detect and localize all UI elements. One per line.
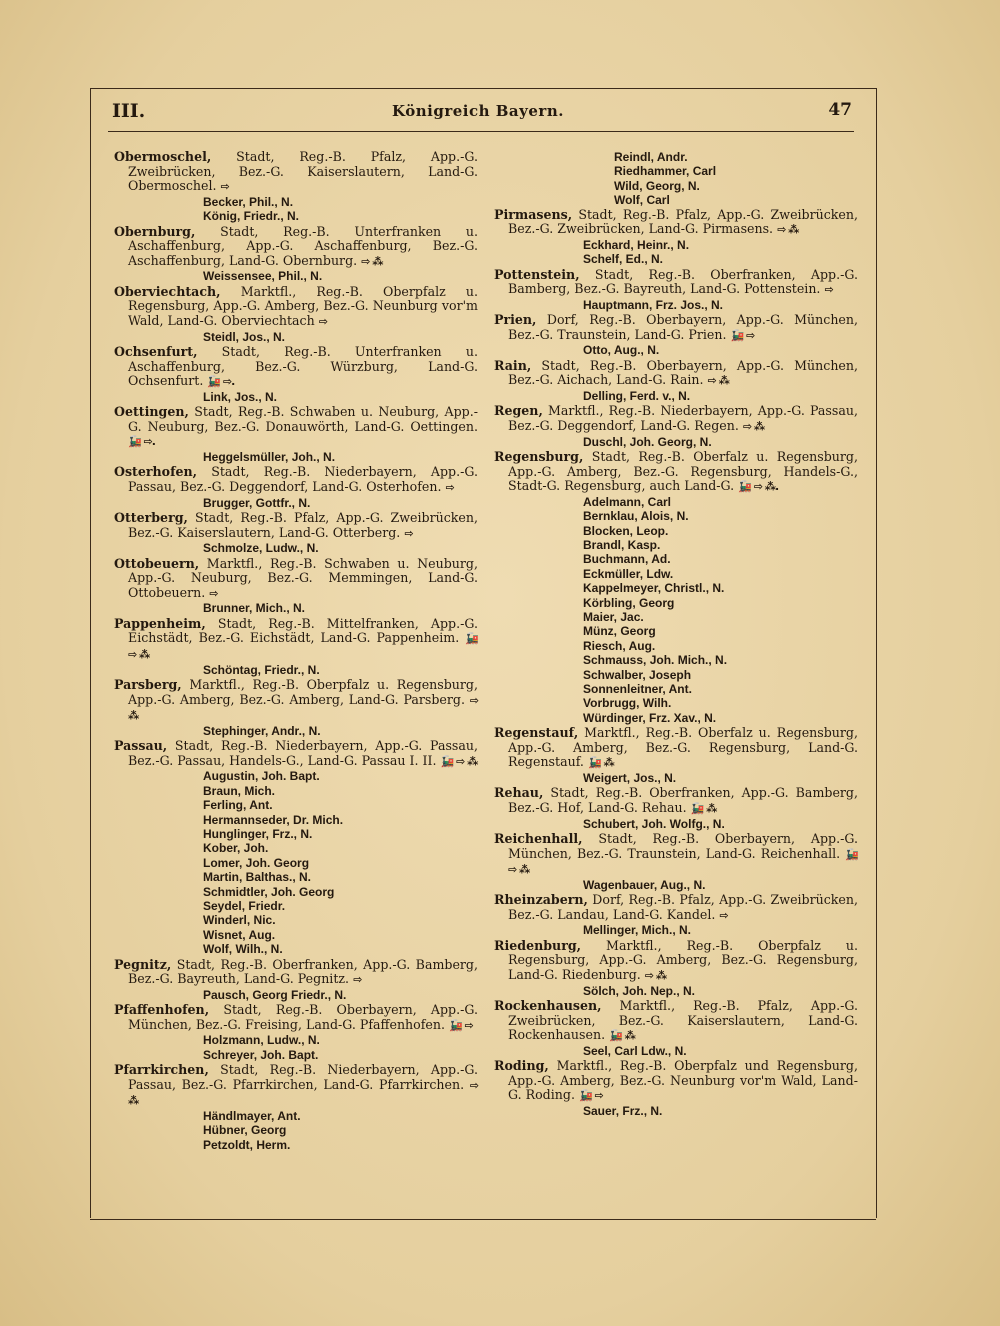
member-list	[494, 1044, 858, 1058]
place-name: Pfarrkirchen,	[114, 1062, 209, 1078]
place-name: Reichenhall,	[494, 831, 583, 847]
place-details: Stadt, Reg.-B. Oberfranken, App.-G. Bamberg, Bez.-G. Bayreuth, Land-G. Pottenstein.	[508, 266, 858, 297]
place-name: Roding,	[494, 1058, 549, 1074]
place-details: Dorf, Reg.-B. Pfalz, App.-G. Zweibrücken, Bez.-G. Landau, Land-G. Kandel.	[508, 892, 858, 922]
place-description	[494, 268, 858, 298]
member-list	[114, 269, 478, 283]
place-entry	[114, 225, 478, 284]
member-name: Schreyer, Joh. Bapt.	[203, 1047, 319, 1062]
member-name: Pausch, Georg Friedr., N.	[203, 987, 347, 1002]
place-entry	[494, 999, 858, 1058]
place-details: Marktfl., Reg.-B. Oberpfalz u. Regensburg, App.-G. Amberg, Bez.-G. Amberg, Land-G. Parsberg.	[128, 676, 478, 707]
place-details: Marktfl., Reg.-B. Schwaben u. Neuburg, App.-G. Neuburg, Bez.-G. Memmingen, Land-G. Ottobeuern.	[128, 555, 478, 600]
place-name: Obernburg,	[114, 223, 196, 239]
facility-symbols: ⇨ ⁂	[361, 254, 383, 268]
place-name: Parsberg,	[114, 676, 182, 692]
facility-symbols: 🚂 ⇨	[449, 1018, 473, 1032]
place-description	[114, 225, 478, 270]
member-list	[114, 1033, 478, 1062]
facility-symbols: ⇨	[404, 526, 413, 540]
member-name: Blocken, Leop.	[583, 523, 669, 538]
place-name: Ottobeuern,	[114, 555, 200, 571]
place-description	[494, 359, 858, 389]
place-entry	[494, 1059, 858, 1118]
place-description	[494, 832, 858, 878]
place-entry	[114, 511, 478, 556]
place-description	[494, 1059, 858, 1104]
member-name: Wagenbauer, Aug., N.	[583, 877, 706, 892]
member-name: Händlmayer, Ant.	[203, 1108, 301, 1123]
member-list	[494, 771, 858, 785]
member-list	[494, 984, 858, 998]
member-name: Schmidtler, Joh. Georg	[203, 884, 335, 899]
member-name: Schelf, Ed., N.	[583, 252, 664, 267]
member-name: Sonnenleitner, Ant.	[583, 682, 692, 697]
facility-symbols: ⇨ ⁂	[777, 223, 799, 237]
member-list	[114, 769, 478, 956]
member-list	[494, 1104, 858, 1118]
member-list	[114, 601, 478, 615]
place-description	[114, 405, 478, 450]
member-name: Stephinger, Andr., N.	[203, 723, 321, 738]
place-details: Stadt, Reg.-B. Niederbayern, App.-G. Passau, Bez.-G. Passau, Handels-G., Land-G. Passau I. II.	[128, 738, 478, 768]
facility-symbols: 🚂 ⇨ ⁂	[128, 632, 478, 661]
facility-symbols: ⇨	[318, 314, 327, 328]
place-entry	[114, 405, 478, 464]
place-details: Stadt, Reg.-B. Pfalz, App.-G. Zweibrücken, Bez.-G. Zweibrücken, Land-G. Pirmasens.	[508, 206, 858, 237]
member-name: Martin, Balthas., N.	[203, 870, 312, 885]
facility-symbols: 🚂 ⇨ ⁂	[440, 754, 478, 768]
facility-symbols: 🚂 ⇨.	[207, 375, 235, 389]
place-entry	[494, 832, 858, 892]
place-description	[114, 1063, 478, 1109]
header-rule	[108, 131, 854, 132]
member-list	[494, 878, 858, 892]
place-details: Dorf, Reg.-B. Oberbayern, App.-G. München, Bez.-G. Traunstein, Land-G. Prien.	[508, 312, 858, 342]
place-name: Rehau,	[494, 785, 544, 801]
member-list	[494, 495, 858, 726]
member-name: Bernklau, Alois, N.	[583, 509, 689, 524]
place-entry	[114, 150, 478, 224]
place-name: Oberviechtach,	[114, 283, 221, 299]
place-description	[494, 726, 858, 771]
place-entry	[114, 617, 478, 677]
member-list	[114, 1109, 478, 1152]
member-name: Seel, Carl Ldw., N.	[583, 1043, 687, 1058]
member-list	[114, 450, 478, 464]
member-name: Reindl, Andr.	[614, 150, 688, 164]
left-column	[114, 150, 478, 1153]
facility-symbols: ⇨	[445, 480, 454, 494]
place-name: Rheinzabern,	[494, 892, 588, 908]
member-list	[114, 330, 478, 344]
facility-symbols: ⇨ ⁂	[707, 374, 729, 388]
place-entry	[494, 939, 858, 998]
member-name: Riesch, Aug.	[583, 638, 656, 653]
place-name: Pirmasens,	[494, 206, 573, 222]
member-name: Würdinger, Frz. Xav., N.	[583, 710, 717, 725]
member-name: Becker, Phil., N.	[203, 194, 294, 209]
member-list	[114, 496, 478, 510]
place-description	[114, 345, 478, 390]
place-details: Stadt, Reg.-B. Oberfranken, App.-G. Bamberg, Bez.-G. Hof, Land-G. Rehau.	[508, 785, 858, 816]
place-entry	[494, 313, 858, 358]
facility-symbols: 🚂 ⇨	[730, 328, 755, 342]
member-name: Münz, Georg	[583, 624, 656, 639]
member-name: Winderl, Nic.	[203, 913, 276, 928]
place-description	[494, 313, 858, 343]
right-column	[494, 150, 858, 1119]
facility-symbols: 🚂 ⇨.	[128, 435, 155, 449]
place-description	[114, 511, 478, 541]
member-list	[494, 389, 858, 403]
member-list	[494, 923, 858, 937]
section-number: III.	[112, 100, 146, 122]
place-details: Marktfl., Reg.-B. Oberpfalz u. Regensburg, App.-G. Amberg, Bez.-G. Neunburg vor'm Wald, Land-G. Oberviechtach	[128, 283, 478, 328]
page-title: Königreich Bayern.	[392, 102, 564, 120]
member-name: Weissensee, Phil., N.	[203, 269, 323, 284]
place-details: Stadt, Reg.-B. Oberbayern, App.-G. München, Bez.-G. Traunstein, Land-G. Reichenhall.	[508, 831, 858, 861]
place-entry	[114, 958, 478, 1003]
place-description	[114, 739, 478, 769]
place-name: Pfaffenhofen,	[114, 1002, 210, 1018]
member-name: Schmauss, Joh. Mich., N.	[583, 653, 728, 668]
place-description	[494, 450, 858, 495]
place-name: Pottenstein,	[494, 266, 580, 282]
place-details: Stadt, Reg.-B. Oberbayern, App.-G. München, Bez.-G. Aichach, Land-G. Rain.	[508, 357, 858, 388]
place-details: Marktfl., Reg.-B. Oberpfalz und Regensburg, App.-G. Amberg, Bez.-G. Neunburg vor'm Wald, Land-G. Roding.	[508, 1058, 858, 1103]
member-name: Steidl, Jos., N.	[203, 329, 286, 344]
place-entry	[114, 1063, 478, 1152]
place-entry	[494, 268, 858, 313]
member-name: Seydel, Friedr.	[203, 898, 286, 913]
member-name: Augustin, Joh. Bapt.	[203, 769, 320, 784]
continuation-names	[494, 150, 858, 208]
facility-symbols: ⇨	[824, 283, 833, 297]
member-name: Petzoldt, Herm.	[203, 1137, 291, 1152]
member-name: Weigert, Jos., N.	[583, 771, 677, 786]
member-name: Schwalber, Joseph	[583, 667, 692, 682]
place-details: Stadt, Reg.-B. Oberfalz u. Regensburg, App.-G. Amberg, Bez.-G. Regensburg, Handels-G., Stadt-G. Regensburg, auch Land-G.	[508, 449, 859, 494]
member-list	[494, 238, 858, 267]
place-details: Stadt, Reg.-B. Pfalz, App.-G. Zweibrücken, Bez.-G. Kaiserslautern, Land-G. Obermoschel.	[128, 149, 478, 194]
place-details: Marktfl., Reg.-B. Pfalz, App.-G. Zweibrücken, Bez.-G. Kaiserslautern, Land-G. Rockenhausen.	[508, 998, 858, 1043]
member-name: Wild, Georg, N.	[614, 178, 700, 193]
place-details: Stadt, Reg.-B. Pfalz, App.-G. Zweibrücken, Bez.-G. Kaiserslautern, Land-G. Otterberg.	[128, 509, 478, 540]
member-name: Brandl, Kasp.	[583, 538, 661, 552]
place-description	[114, 557, 478, 602]
facility-symbols: 🚂 ⁂	[587, 756, 614, 770]
place-description	[114, 465, 478, 495]
member-name: Schöntag, Friedr., N.	[203, 662, 320, 677]
place-entry	[494, 893, 858, 938]
facility-symbols: ⇨ ⁂	[128, 1078, 478, 1108]
facility-symbols: ⇨	[719, 908, 728, 922]
member-list	[114, 988, 478, 1002]
member-name: Holzmann, Ludw., N.	[203, 1033, 320, 1048]
member-name: Mellinger, Mich., N.	[583, 923, 692, 938]
place-name: Osterhofen,	[114, 464, 198, 480]
place-name: Rockenhausen,	[494, 998, 602, 1014]
member-name: Körbling, Georg	[583, 595, 675, 610]
place-description	[494, 939, 858, 984]
member-name: Eckhard, Heinr., N.	[583, 237, 690, 252]
facility-symbols: 🚂 ⇨ ⁂.	[738, 480, 779, 494]
place-name: Otterberg,	[114, 509, 188, 525]
place-details: Stadt, Reg.-B. Mittelfranken, App.-G. Eichstädt, Bez.-G. Eichstädt, Land-G. Pappenheim.	[128, 615, 478, 646]
place-description	[494, 786, 858, 816]
place-entry	[114, 465, 478, 510]
member-name: Kober, Joh.	[203, 841, 269, 856]
facility-symbols: ⇨	[209, 586, 218, 600]
member-list	[494, 817, 858, 831]
place-entry	[114, 285, 478, 344]
member-name: Sauer, Frz., N.	[583, 1104, 663, 1118]
member-name: Duschl, Joh. Georg, N.	[583, 434, 712, 449]
member-name: Wolf, Wilh., N.	[203, 942, 283, 957]
member-name: Lomer, Joh. Georg	[203, 855, 310, 870]
place-name: Riedenburg,	[494, 937, 582, 953]
place-entry	[494, 359, 858, 404]
place-entry	[494, 404, 858, 449]
place-name: Rain,	[494, 357, 532, 373]
place-entry	[114, 345, 478, 404]
facility-symbols: 🚂 ⁂	[609, 1029, 635, 1043]
place-description	[494, 404, 858, 434]
facility-symbols: 🚂 ⇨ ⁂	[508, 847, 858, 877]
member-name: Braun, Mich.	[203, 783, 276, 798]
facility-symbols: ⇨ ⁂	[644, 969, 667, 983]
place-name: Oettingen,	[114, 404, 189, 420]
member-list	[114, 390, 478, 404]
member-name: Link, Jos., N.	[203, 389, 278, 404]
member-name: Schubert, Joh. Wolfg., N.	[583, 816, 725, 831]
member-name: Maier, Jac.	[583, 610, 644, 625]
member-list	[494, 343, 858, 357]
frame-left-rule	[90, 88, 91, 1218]
member-name: Brugger, Gottfr., N.	[203, 495, 311, 510]
member-name: Heggelsmüller, Joh., N.	[203, 449, 336, 464]
place-entry	[494, 450, 858, 725]
member-list	[114, 541, 478, 555]
member-name: Brunner, Mich., N.	[203, 601, 306, 616]
place-entry	[114, 739, 478, 956]
place-name: Pegnitz,	[114, 956, 172, 972]
member-list	[494, 435, 858, 449]
place-entry	[114, 678, 478, 738]
member-name: Hauptmann, Frz. Jos., N.	[583, 297, 724, 312]
place-details: Marktfl., Reg.-B. Niederbayern, App.-G. Passau, Bez.-G. Deggendorf, Land-G. Regen.	[508, 403, 858, 433]
facility-symbols: ⇨	[220, 180, 229, 194]
place-description	[114, 617, 478, 663]
place-description	[114, 150, 478, 195]
place-details: Stadt, Reg.-B. Schwaben u. Neuburg, App.-G. Neuburg, Bez.-G. Donauwörth, Land-G. Oettingen.	[128, 404, 478, 434]
place-details: Stadt, Reg.-B. Oberfranken, App.-G. Bamberg, Bez.-G. Bayreuth, Land-G. Pegnitz.	[128, 956, 478, 987]
page-number: 47	[828, 100, 852, 120]
place-details: Marktfl., Reg.-B. Oberpfalz u. Regensburg, App.-G. Amberg, Bez.-G. Regensburg, Land-G. Riedenburg.	[508, 937, 858, 983]
member-name: Kappelmeyer, Christl., N.	[583, 581, 725, 596]
place-description	[494, 208, 858, 238]
place-description	[114, 678, 478, 724]
place-details: Stadt, Reg.-B. Unterfranken u. Aschaffenburg, Bez.-G. Würzburg, Land-G. Ochsenfurt.	[128, 343, 478, 389]
place-description	[494, 999, 858, 1044]
member-list	[114, 195, 478, 224]
member-name: Ferling, Ant.	[203, 798, 273, 813]
member-name: Riedhammer, Carl	[614, 164, 717, 179]
facility-symbols: ⇨ ⁂	[128, 693, 478, 723]
place-entry	[494, 726, 858, 785]
place-name: Pappenheim,	[114, 615, 206, 631]
place-name: Regensburg,	[494, 449, 584, 464]
member-name: Otto, Aug., N.	[583, 343, 660, 358]
member-name: Eckmüller, Ldw.	[583, 566, 674, 581]
member-list	[494, 298, 858, 312]
place-name: Ochsenfurt,	[114, 343, 198, 359]
member-name: Delling, Ferd. v., N.	[583, 389, 691, 403]
member-name: Sölch, Joh. Nep., N.	[583, 983, 696, 998]
place-name: Obermoschel,	[114, 149, 212, 164]
page-header	[104, 100, 852, 124]
member-name: Hübner, Georg	[203, 1123, 287, 1138]
place-details: Stadt, Reg.-B. Unterfranken u. Aschaffenburg, App.-G. Aschaffenburg, Bez.-G. Aschaffenburg, Land-G. Obernburg.	[128, 223, 478, 268]
place-name: Regen,	[494, 403, 543, 419]
member-name: Adelmann, Carl	[583, 494, 672, 509]
member-name: Buchmann, Ad.	[583, 552, 671, 567]
facility-symbols: ⇨ ⁂	[742, 420, 765, 433]
member-name: Vorbrugg, Wilh.	[583, 696, 672, 711]
frame-right-rule	[876, 88, 877, 1218]
place-details: Stadt, Reg.-B. Niederbayern, App.-G. Passau, Bez.-G. Pfarrkirchen, Land-G. Pfarrkirchen.	[128, 1062, 478, 1092]
member-name: Schmolze, Ludw., N.	[203, 541, 319, 556]
place-details: Marktfl., Reg.-B. Oberfalz u. Regensburg, App.-G. Amberg, Bez.-G. Regensburg, Land-G. Regenstauf.	[508, 725, 858, 770]
place-description	[114, 958, 478, 988]
member-name: Wolf, Carl	[614, 193, 670, 208]
place-name: Passau,	[114, 738, 168, 754]
place-details: Stadt, Reg.-B. Niederbayern, App.-G. Passau, Bez.-G. Deggendorf, Land-G. Osterhofen.	[128, 464, 478, 494]
place-description	[114, 1003, 478, 1033]
facility-symbols: ⇨	[353, 973, 362, 987]
place-entry	[114, 1003, 478, 1062]
place-entry	[494, 786, 858, 831]
member-name: Hermannseder, Dr. Mich.	[203, 812, 344, 827]
member-name: Hunglinger, Frz., N.	[203, 826, 313, 841]
member-list	[114, 724, 478, 738]
place-name: Prien,	[494, 312, 537, 328]
place-name: Regenstauf,	[494, 725, 579, 741]
member-name: König, Friedr., N.	[203, 209, 300, 224]
place-description	[494, 893, 858, 923]
place-details: Stadt, Reg.-B. Oberbayern, App.-G. München, Bez.-G. Freising, Land-G. Pfaffenhofen.	[128, 1002, 478, 1032]
facility-symbols: 🚂 ⇨	[578, 1089, 603, 1103]
member-list	[114, 663, 478, 677]
place-entry	[494, 208, 858, 267]
place-description	[114, 285, 478, 330]
facility-symbols: 🚂 ⁂	[690, 802, 717, 816]
member-name: Wisnet, Aug.	[203, 927, 276, 942]
place-entry	[114, 557, 478, 616]
